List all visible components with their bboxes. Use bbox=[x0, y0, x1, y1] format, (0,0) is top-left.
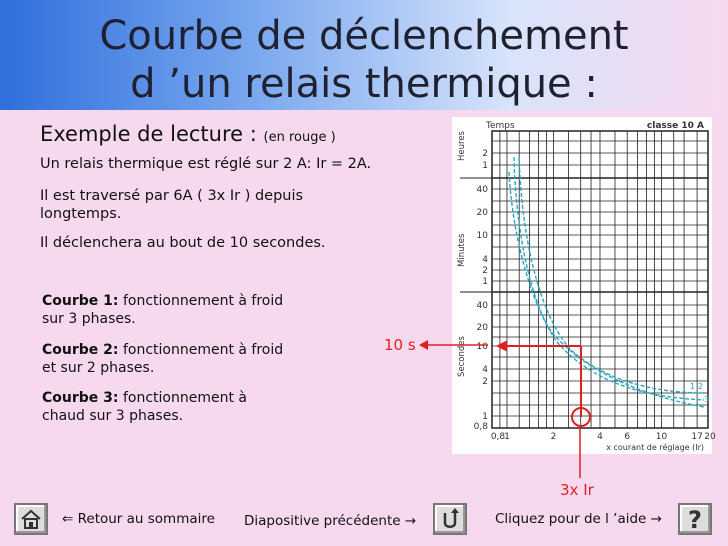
x-tick-label: 4 bbox=[597, 432, 603, 442]
example-line-2a: Il est traversé par 6A ( 3x Ir ) depuis bbox=[40, 188, 304, 204]
y-tick-label: 40 bbox=[476, 185, 488, 195]
y-tick-label: 10 bbox=[476, 231, 488, 241]
y-tick-label: 10 bbox=[476, 342, 488, 352]
x-tick-label: 10 bbox=[655, 432, 668, 442]
chart-header-time: Temps bbox=[486, 121, 515, 131]
y-tick-label: 0,8 bbox=[473, 422, 488, 432]
help-link-label: Cliquez pour de l ’aide bbox=[495, 511, 647, 527]
svg-text:?: ? bbox=[688, 506, 702, 534]
page-title bbox=[0, 12, 728, 108]
previous-slide-link[interactable] bbox=[244, 513, 416, 529]
x-tick-label: 6 bbox=[624, 432, 631, 442]
example-heading-note: (en rouge ) bbox=[263, 130, 336, 145]
arrow-right-icon: → bbox=[650, 511, 662, 527]
home-icon bbox=[16, 505, 46, 533]
home-link[interactable] bbox=[62, 511, 215, 527]
example-line-1: Un relais thermique est réglé sur 2 A: Ir = 2A. bbox=[40, 156, 372, 172]
y-tick-label: 2 bbox=[482, 377, 488, 387]
ten-s-arrow bbox=[418, 338, 488, 352]
arrow-right-icon: → bbox=[404, 513, 417, 529]
example-heading-text: Exemple de lecture : bbox=[40, 122, 257, 146]
curve-note-3: Courbe 3: fonctionnement à chaud sur 3 phases. bbox=[42, 390, 247, 424]
y-tick-label: 40 bbox=[476, 301, 488, 311]
unit-hours-label: Heures bbox=[457, 131, 467, 161]
previous-slide-label: Diapositive précédente bbox=[244, 513, 401, 529]
question-mark-icon bbox=[680, 505, 710, 533]
return-arrow-icon bbox=[435, 505, 465, 533]
curve-note-1: Courbe 1: fonctionnement à froid sur 3 phases. bbox=[42, 293, 284, 327]
y-tick-label: 1 bbox=[482, 412, 488, 422]
x-tick-label: 2 bbox=[550, 432, 557, 442]
y-tick-label: 4 bbox=[482, 365, 488, 375]
y-tick-label: 2 bbox=[482, 266, 488, 276]
example-heading bbox=[40, 122, 336, 146]
y-tick-label: 2 bbox=[482, 149, 488, 159]
previous-slide-button[interactable] bbox=[433, 503, 467, 535]
x-tick-label: 0,8 bbox=[490, 432, 506, 442]
help-button[interactable] bbox=[678, 503, 712, 535]
ten-seconds-label: 10 s bbox=[384, 336, 416, 354]
three-ir-line bbox=[575, 426, 585, 478]
example-line-3: Il déclenchera au bout de 10 secondes. bbox=[40, 235, 326, 251]
y-tick-label: 1 bbox=[482, 277, 488, 287]
y-tick-label: 20 bbox=[476, 323, 488, 333]
curve-note-2: Courbe 2: fonctionnement à froid et sur 2 phases. bbox=[42, 342, 284, 376]
x-tick-label: 17 bbox=[691, 432, 703, 442]
unit-minutes-label: Minutes bbox=[457, 233, 467, 267]
title-line-2: d ’un relais thermique : bbox=[130, 61, 598, 107]
arrow-left-icon: ⇐ bbox=[62, 511, 74, 527]
curve-number-label: 3 bbox=[704, 395, 710, 404]
example-line-2b: longtemps. bbox=[40, 206, 122, 222]
unit-seconds-label: Secondes bbox=[457, 336, 467, 377]
y-tick-label: 4 bbox=[482, 255, 488, 265]
curve-number-label: 2 bbox=[698, 382, 704, 391]
help-link[interactable] bbox=[495, 511, 662, 527]
home-button[interactable] bbox=[14, 503, 48, 535]
y-tick-label: 20 bbox=[476, 208, 488, 218]
y-tick-label: 1 bbox=[482, 161, 488, 171]
three-ir-label: 3x Ir bbox=[560, 481, 594, 499]
title-line-1: Courbe de déclenchement bbox=[99, 13, 629, 59]
x-axis-caption: x courant de réglage (Ir) bbox=[606, 443, 704, 452]
home-link-label: Retour au sommaire bbox=[77, 511, 215, 527]
curve-number-label: 1 bbox=[690, 382, 696, 391]
tripping-curve-svg bbox=[452, 117, 716, 454]
x-tick-label: 20 bbox=[704, 432, 716, 442]
tripping-curve-chart bbox=[452, 117, 716, 454]
x-tick-label: 1 bbox=[504, 432, 510, 442]
chart-header-class: classe 10 A bbox=[646, 121, 704, 131]
